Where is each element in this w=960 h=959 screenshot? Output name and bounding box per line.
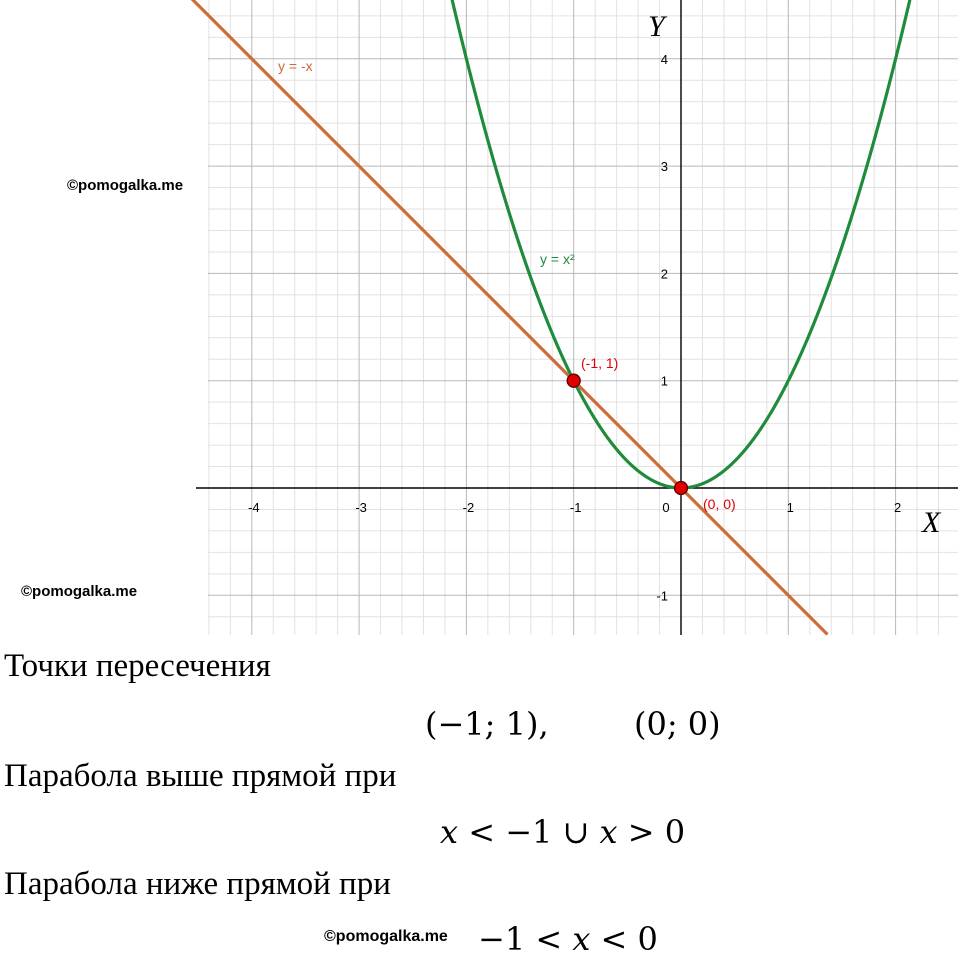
x-tick-label: -2 bbox=[462, 500, 475, 515]
y-tick-label: 3 bbox=[660, 159, 668, 175]
axes bbox=[196, 0, 958, 635]
line-label: y = -x bbox=[278, 58, 313, 74]
intersection-point-b: (0; 0) bbox=[634, 705, 721, 743]
tick-labels bbox=[248, 52, 901, 604]
x-tick-label: -4 bbox=[248, 500, 260, 515]
math-text: < 0 bbox=[590, 920, 658, 958]
x-tick-label: 1 bbox=[786, 500, 794, 515]
grid-major bbox=[208, 0, 958, 635]
math-text: > 0 bbox=[617, 813, 686, 851]
y-tick-label: 2 bbox=[660, 266, 668, 282]
below-heading: Парабола ниже прямой при bbox=[4, 866, 391, 902]
math-text: < −1 ∪ bbox=[458, 813, 600, 851]
y-tick-label: -1 bbox=[656, 588, 668, 604]
watermark: ©pomogalka.me bbox=[21, 583, 138, 600]
x-tick-label: 2 bbox=[893, 500, 902, 515]
y-tick-label: 4 bbox=[660, 51, 668, 67]
above-heading: Парабола выше прямой при bbox=[4, 758, 397, 794]
point-label-a: (-1, 1) bbox=[581, 355, 619, 371]
intersection-point bbox=[567, 374, 580, 387]
line-curve bbox=[190, 0, 827, 634]
y-axis-label: Y bbox=[648, 10, 665, 43]
intersection-point-a: (−1; 1), bbox=[425, 705, 549, 743]
x-tick-label: -1 bbox=[569, 500, 582, 515]
intersection-heading: Точки пересечения bbox=[4, 648, 271, 684]
x-tick-label: 0 bbox=[662, 500, 670, 515]
math-text: −1 < bbox=[478, 920, 573, 958]
watermark: ©pomogalka.me bbox=[67, 177, 184, 194]
x-tick-label: -3 bbox=[355, 500, 367, 515]
watermark: ©pomogalka.me bbox=[324, 928, 448, 945]
y-tick-label: 1 bbox=[660, 373, 668, 389]
above-inequality bbox=[440, 813, 685, 851]
intersection-point bbox=[675, 482, 688, 495]
point-label-b: (0, 0) bbox=[703, 496, 736, 512]
math-variable: x bbox=[440, 813, 459, 851]
parabola-label: y = x² bbox=[540, 251, 575, 267]
grid-minor bbox=[208, 0, 958, 635]
x-axis-label: X bbox=[922, 506, 941, 539]
math-variable: x bbox=[599, 813, 618, 851]
below-inequality bbox=[478, 920, 658, 958]
math-variable: x bbox=[572, 920, 591, 958]
